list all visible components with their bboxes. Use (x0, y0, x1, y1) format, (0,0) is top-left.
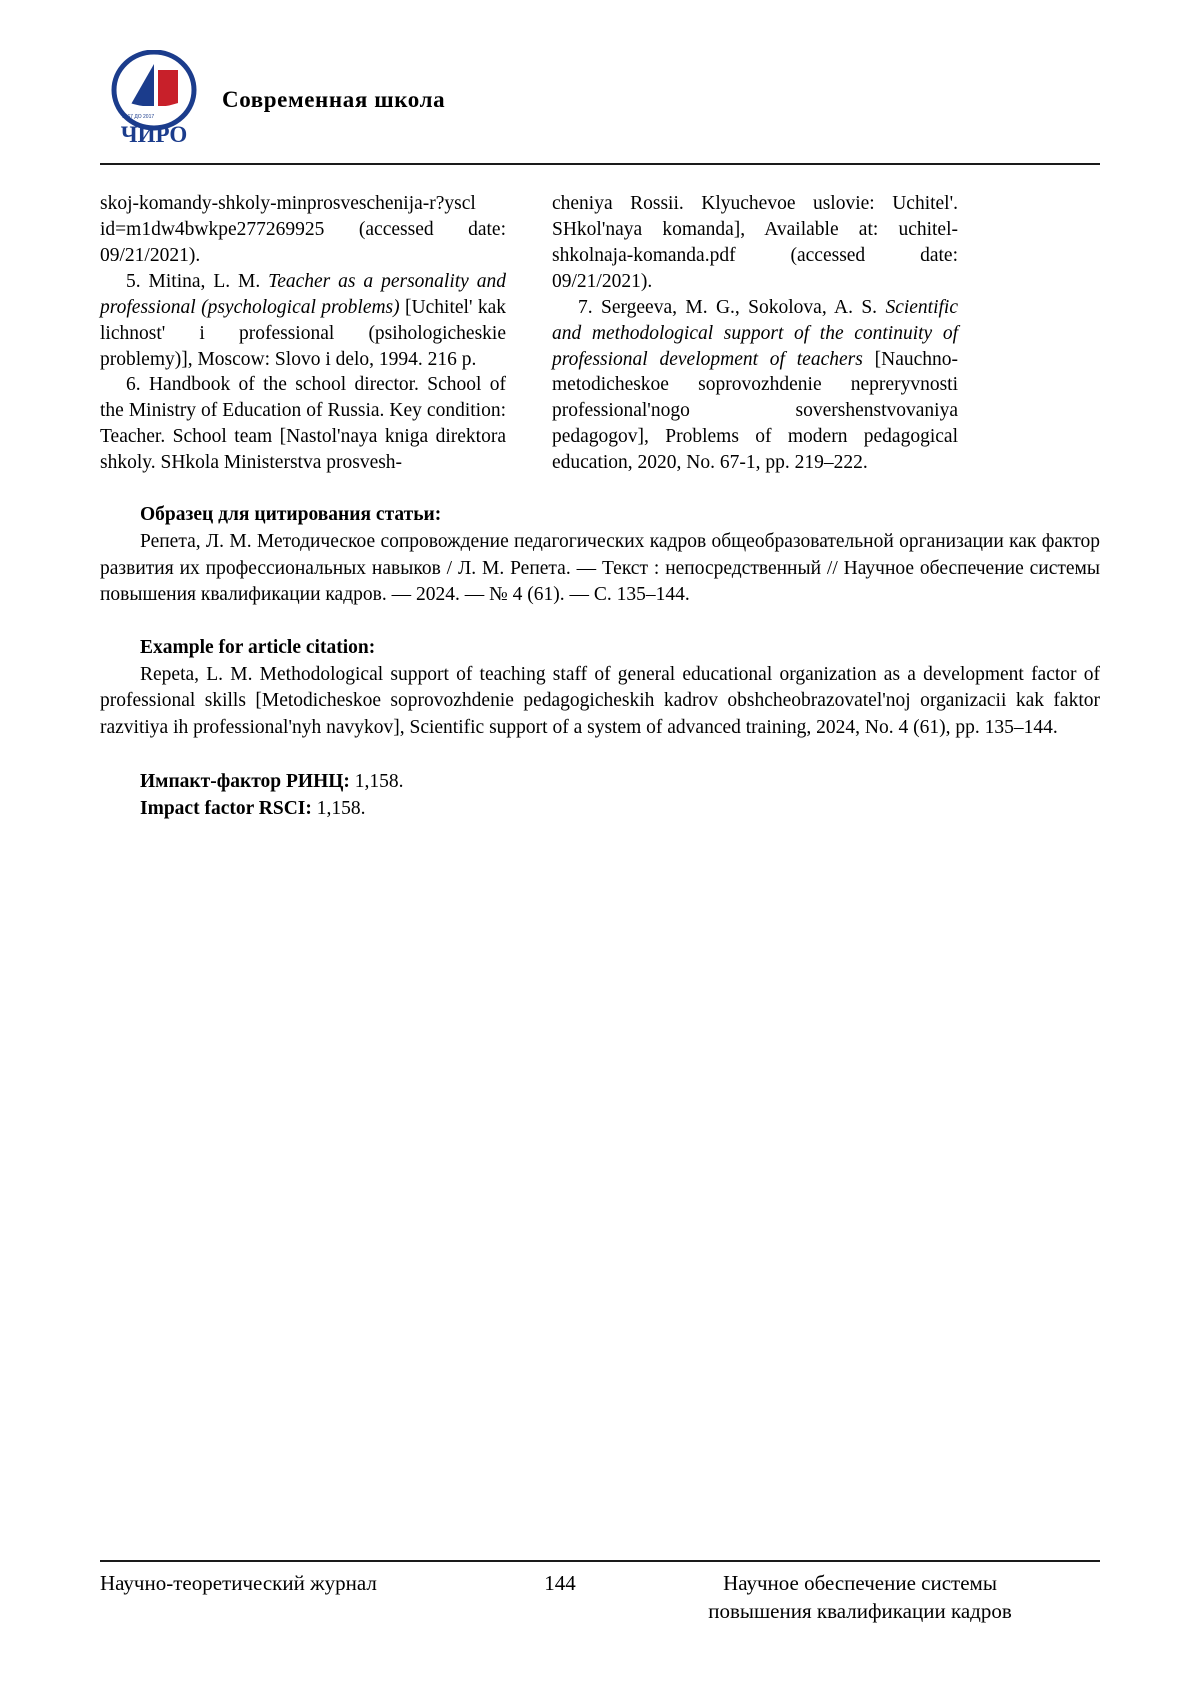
citation-en-block (100, 635, 1100, 742)
reference-item (552, 295, 958, 476)
reference-title-italic: Scientific and methodological support of the continuity of professional development of teachers (552, 296, 958, 370)
citation-ru-heading: Образец для цитирования статьи: (140, 504, 442, 526)
impact-factor-en-label: Impact factor RSCI: (140, 798, 312, 820)
journal-title: Современная школа (222, 87, 446, 112)
citation-en-body: Repeta, L. M. Methodological support of teaching staff of general educational organization as a development factor of professional skills [Metodicheskoe soprovozhdenie pedagogicheskih kadrov obshcheobrazovatel'noj organizacii kak faktor razvitiya ih professional'nyh navykov], Scientific support of a system of advanced training, 2024, No. 4 (61), pp. 135–144. (100, 663, 1100, 739)
reference-prefix: 7. Sergeeva, M. G., Sokolova, A. S. (578, 296, 886, 318)
reference-item: skoj-komandy-shkoly-minprosveschenija-r?yscl id=m1dw4bwkpe277269925 (accessed date: 09/21/2021). (100, 193, 506, 266)
references-right-column (552, 191, 958, 476)
citation-ru-block (100, 502, 1100, 609)
svg-text:ЧИРО: ЧИРО (120, 122, 188, 147)
impact-factor-ru (100, 768, 1100, 795)
reference-item: 6. Handbook of the school director. School of the Ministry of Education of Russia. Key condition: Teacher. School team [Nastol'naya kniga direktora shkoly. SHkola Ministerstva prosvesh- (100, 374, 506, 474)
reference-item: cheniya Rossii. Klyuchevoe uslovie: Uchitel'. SHkol'naya komanda], Available at: uchitel-shkolnaja-komanda.pdf (accessed date: 09/21/2021). (552, 193, 958, 292)
impact-factor-en-value: 1,158. (316, 798, 366, 820)
footer-journal-name: Научно-теоретический журнал (100, 1571, 377, 1596)
header-divider (100, 163, 1100, 165)
impact-factor-block (100, 768, 1100, 823)
footer-series-line2: повышения квалификации кадров (708, 1598, 1012, 1623)
chiro-logo-icon (108, 50, 200, 150)
references-columns (100, 191, 1100, 476)
reference-suffix: [Uchitel' kak lichnost' i professional (psihologicheskie problemy)], Moscow: Slovo i delo, 1994. 216 p. (100, 296, 507, 370)
reference-suffix: [Nauchno-metodicheskoe soprovozhdenie nepreryvnosti professional'nogo sovershenstvovaniya pedagogov], Problems of modern pedagogical education, 2020, No. 67-1, pp. 219–222. (552, 348, 958, 474)
reference-title-italic: Teacher as a personality and professional (psychological problems) (100, 270, 506, 318)
citation-ru-body: Репета, Л. М. Методическое сопровождение педагогических кадров общеобразовательной организации как фактор развития их профессиональных навыков / Л. М. Репета. — Текст : непосредственный // Научное обеспечение системы повышения квалификации кадров. — 2024. — № 4 (61). — С. 135–144. (100, 530, 1100, 606)
page-header (100, 0, 1100, 155)
citation-en-heading: Example for article citation: (140, 636, 376, 658)
page-number: 144 (544, 1571, 576, 1596)
reference-prefix: 5. Mitina, L. M. (126, 270, 269, 292)
footer-series-name (620, 1570, 1100, 1625)
footer-series-line1: Научное обеспечение системы (723, 1571, 997, 1596)
impact-factor-en (100, 795, 1100, 822)
reference-item (100, 269, 506, 373)
footer-divider (100, 1560, 1100, 1562)
page-footer (100, 1560, 1100, 1625)
svg-text:1967 ДО 2017: 1967 ДО 2017 (121, 114, 155, 120)
references-left-column (100, 191, 506, 476)
impact-factor-ru-label: Импакт-фактор РИНЦ: (140, 770, 350, 792)
impact-factor-ru-value: 1,158. (354, 770, 404, 792)
